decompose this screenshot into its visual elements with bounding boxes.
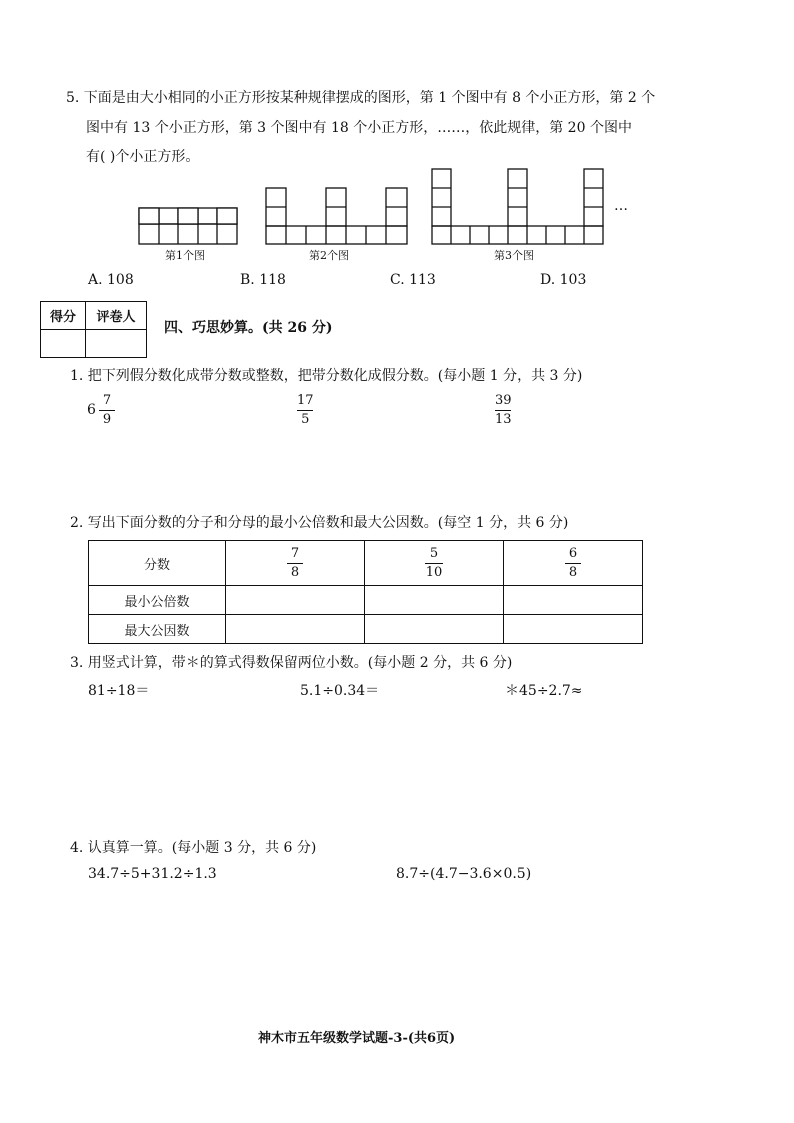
q5-ellipsis: … [614, 198, 628, 214]
denominator: 5 [301, 412, 310, 427]
row-lcm-label: 最小公倍数 [89, 586, 226, 615]
lcm-answer-3[interactable] [503, 586, 642, 615]
p4-item-1: 34.7÷5+31.2÷1.3 [88, 866, 217, 882]
denominator: 10 [425, 565, 443, 580]
score-box [40, 301, 147, 358]
grader-field[interactable] [86, 330, 147, 358]
table-fraction-1 [225, 541, 364, 586]
q5-option-b: B. 118 [240, 272, 286, 288]
p3-item-2: 5.1÷0.34＝ [300, 683, 380, 699]
q5-option-d: D. 103 [540, 272, 587, 288]
figure-1 [139, 208, 237, 244]
fig-label-3: 第3个图 [494, 249, 534, 262]
denominator: 8 [290, 565, 300, 580]
denominator: 9 [102, 412, 112, 427]
fig-label-1: 第1个图 [165, 249, 205, 262]
p3-item-3: ＊45÷2.7≈ [505, 683, 583, 699]
q5-figures [0, 0, 794, 270]
denominator: 8 [568, 565, 578, 580]
p4-item-2: 8.7÷(4.7−3.6×0.5) [396, 866, 532, 882]
numerator: 7 [102, 393, 112, 408]
p1-fraction-1 [99, 394, 115, 427]
denominator: 13 [495, 412, 512, 427]
p3-title: 3. 用竖式计算，带＊的算式得数保留两位小数。(每小题 2 分，共 6 分) [70, 655, 513, 671]
numerator: 6 [568, 546, 578, 561]
gcd-answer-2[interactable] [364, 615, 503, 644]
numerator: 5 [429, 546, 439, 561]
gcd-answer-1[interactable] [225, 615, 364, 644]
p3-item-1: 81÷18＝ [88, 683, 150, 699]
page-footer: 神木市五年级数学试题-3-(共6页) [258, 1031, 456, 1046]
p1-mixed-whole: 6 [87, 402, 96, 418]
score-field[interactable] [41, 330, 86, 358]
p2-title: 2. 写出下面分数的分子和分母的最小公倍数和最大公因数。(每空 1 分，共 6 分) [70, 515, 569, 531]
grader-label: 评卷人 [86, 302, 147, 330]
gcd-answer-3[interactable] [503, 615, 642, 644]
header-fraction: 分数 [89, 541, 226, 586]
p1-fraction-3 [495, 394, 512, 427]
p4-title: 4. 认真算一算。(每小题 3 分，共 6 分) [70, 840, 317, 856]
row-gcd-label: 最大公因数 [89, 615, 226, 644]
table-fraction-3 [503, 541, 642, 586]
q5-line3: 有( )个小正方形。 [86, 149, 200, 165]
numerator: 39 [495, 393, 512, 408]
lcm-answer-1[interactable] [225, 586, 364, 615]
p1-title: 1. 把下列假分数化成带分数或整数，把带分数化成假分数。(每小题 1 分，共 3 分) [70, 368, 583, 384]
numerator: 7 [290, 546, 300, 561]
numerator: 17 [297, 393, 314, 408]
lcm-gcd-table [88, 540, 643, 644]
figure-2 [266, 188, 407, 244]
figure-3 [432, 169, 603, 244]
q5-line2: 图中有 13 个小正方形，第 3 个图中有 18 个小正方形，……，依此规律，第 20 个图中 [86, 120, 632, 136]
q5-option-a: A. 108 [88, 272, 134, 288]
lcm-answer-2[interactable] [364, 586, 503, 615]
table-fraction-2 [364, 541, 503, 586]
q5-line1: 5. 下面是由大小相同的小正方形按某种规律摆成的图形，第 1 个图中有 8 个小正方形，第 2 个 [66, 90, 656, 106]
section-title: 四、巧思妙算。(共 26 分) [164, 320, 333, 336]
p1-fraction-2 [297, 394, 314, 427]
q5-option-c: C. 113 [390, 272, 436, 288]
fig-label-2: 第2个图 [309, 249, 349, 262]
score-label: 得分 [41, 302, 86, 330]
